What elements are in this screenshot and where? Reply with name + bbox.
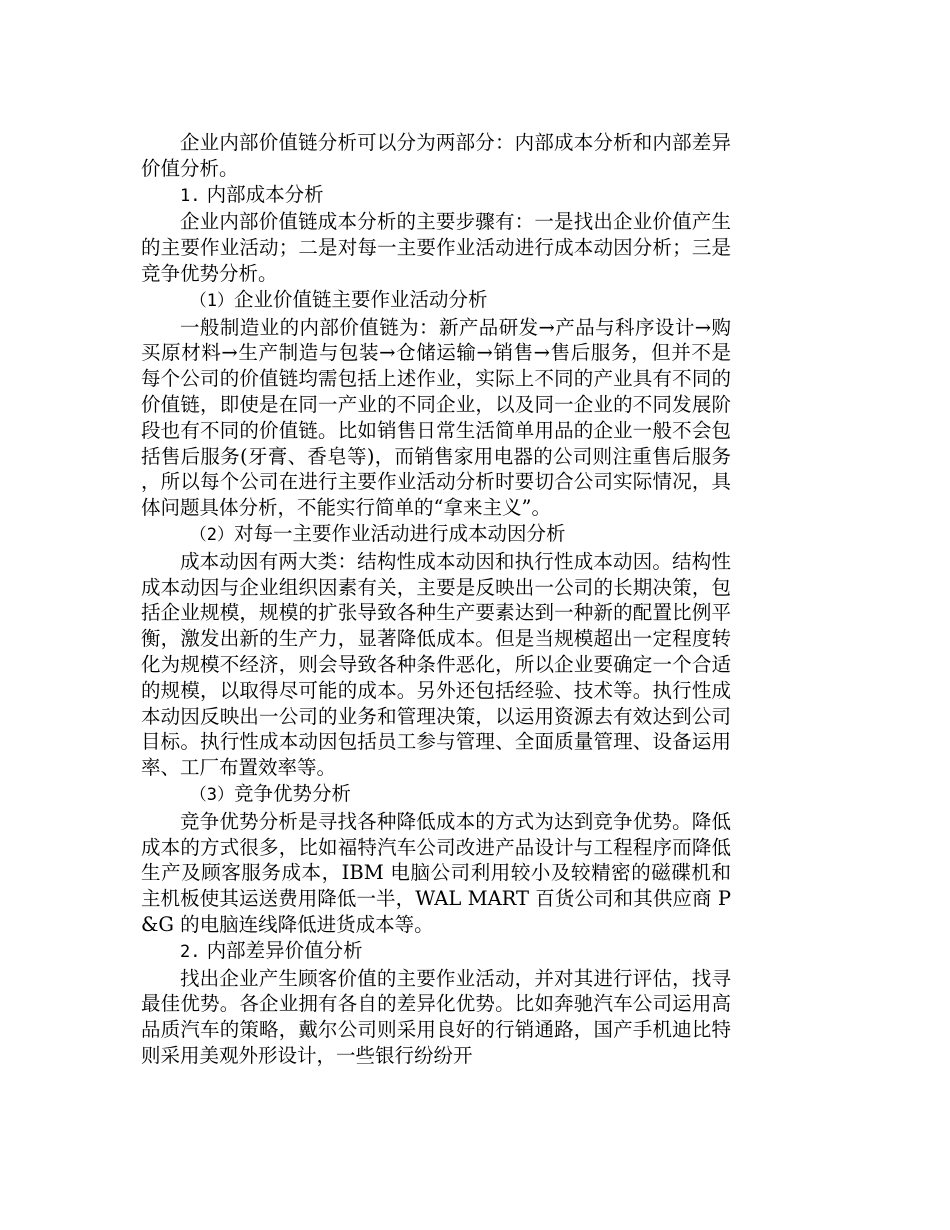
heading-cost-driver: [141, 521, 731, 549]
cost-driver-paragraph: 成本动因有两大类：结构性成本动因和执行性成本动因。结构性成本动因与企业组织因素有关，主要是反映出一公司的长期决策，包括企业规模，规模的扩张导致各种生产要素达到一种新的配置比例平衡，激发出新的生产力，显著降低成本。但是当规模超出一定程度转化为规模不经济，则会导致各种条件恶化，所以企业要确定一个合适的规模，以取得尽可能的成本。另外还包括经验、技术等。执行性成本动因反映出一公司的业务和管理决策，以运用资源去有效达到公司目标。执行性成本动因包括员工参与管理、全面质量管理、设备运用率、工厂布置效率等。: [141, 549, 731, 780]
heading-number: （2）: [189, 524, 234, 545]
heading-number: （3）: [189, 784, 234, 805]
heading-internal-cost: [141, 182, 731, 210]
heading-differentiation: [141, 938, 731, 966]
heading-activity-analysis: [141, 287, 731, 315]
heading-label: 企业价值链主要作业活动分析: [234, 287, 488, 311]
heading-competitive-advantage: [141, 781, 731, 809]
competitive-advantage-paragraph: 竞争优势分析是寻找各种降低成本的方式为达到竞争优势。降低成本的方式很多，比如福特汽车公司改进产品设计与工程程序而降低生产及顾客服务成本，IBM 电脑公司利用较小及较精密的磁碟机和主机板使其运送费用降低一半，WAL MART 百货公司和其供应商 P&G 的电脑连线降低进货成本等。: [141, 809, 731, 936]
heading-label: 内部成本分析: [200, 182, 324, 206]
heading-label: 竞争优势分析: [234, 781, 352, 805]
heading-number: 1.: [180, 185, 201, 206]
heading-label: 内部差异价值分析: [200, 938, 363, 962]
heading-number: 2.: [180, 941, 201, 962]
internal-cost-paragraph: 企业内部价值链成本分析的主要步骤有：一是找出企业价值产生的主要作业活动；二是对每一主要作业活动进行成本动因分析；三是竞争优势分析。: [141, 210, 731, 285]
heading-label: 对每一主要作业活动进行成本动因分析: [234, 521, 566, 545]
document-page: [141, 130, 731, 1069]
activity-analysis-paragraph: 一般制造业的内部价值链为：新产品研发→产品与科序设计→购买原材料→生产制造与包装→仓储运输→销售→售后服务，但并不是每个公司的价值链均需包括上述作业，实际上不同的产业具有不同的价值链，即使是在同一产业的不同企业，以及同一企业的不同发展阶段也有不同的价值链。比如销售日常生活简单用品的企业一般不会包括售后服务(牙膏、香皂等)，而销售家用电器的公司则注重售后服务，所以每个公司在进行主要作业活动分析时要切合公司实际情况，具体问题具体分析，不能实行简单的“拿来主义”。: [141, 315, 731, 520]
intro-paragraph: 企业内部价值链分析可以分为两部分：内部成本分析和内部差异价值分析。: [141, 131, 731, 180]
heading-number: （1）: [189, 290, 234, 311]
differentiation-paragraph: 找出企业产生顾客价值的主要作业活动，并对其进行评估，找寻最佳优势。各企业拥有各自的差异化优势。比如奔驰汽车公司运用高品质汽车的策略，戴尔公司则采用良好的行销通路，国产手机迪比特则采用美观外形设计，一些银行纷纷开: [141, 966, 731, 1067]
